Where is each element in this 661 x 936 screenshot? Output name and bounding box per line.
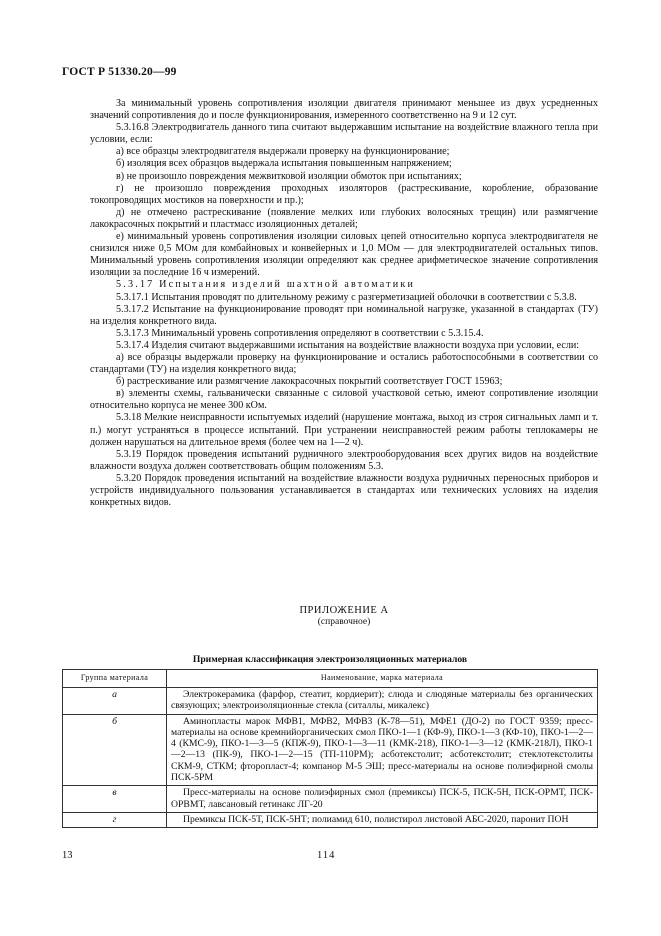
table-header-row: [63, 670, 598, 688]
table-row: [63, 786, 598, 813]
table-row: [63, 714, 598, 786]
material-cell: [167, 812, 598, 827]
material-cell: [167, 786, 598, 813]
material-cell: [167, 688, 598, 715]
paragraph: д) не отмечено растрескивание (появление мелких или глубоких волосяных трещин) или размягчение лакокрасочных покрытий и пластмасс изоляционных деталей;: [90, 206, 598, 230]
material-cell: [167, 714, 598, 786]
paragraph: 5.3.17.4 Изделия считают выдержавшими испытания на воздействие влажности воздуха при условии, если:: [116, 339, 580, 351]
material-text: Электрокерамика (фарфор, стеатит, кордиерит); слюда и слюдяные материалы без органических связующих; электроизоляционные стекла (ситаллы, микалекс): [171, 689, 593, 712]
group-cell: б: [63, 714, 167, 786]
paragraph: г) не произошло повреждения проходных изоляторов (растрескивание, коробление, образование токопроводящих мостиков на поверхности и пр.);: [90, 182, 598, 206]
paragraph: 5.3.18 Мелкие неисправности испытуемых изделий (нарушение монтажа, выход из строя сигнальных ламп и т. п.) могут устраняться в процессе испытаний. При устранении неисправностей режим работы теплокамеры не должен нарушаться на длительное время (более чем на 1—2 ч).: [90, 412, 598, 448]
appendix-heading: [90, 605, 598, 627]
table-row: [63, 812, 598, 827]
group-cell: в: [63, 786, 167, 813]
paragraph: б) изоляция всех образцов выдержала испытания повышенным напряжением;: [116, 158, 452, 170]
table-row: [63, 688, 598, 715]
paragraph: 5.3.17.2 Испытание на функционирование проводят при номинальной нагрузке, указанной в стандартах (ТУ) на изделия конкретного вида.: [90, 303, 598, 327]
body-text: [90, 98, 598, 509]
table-caption: Примерная классификация электроизоляционных материалов: [192, 654, 468, 665]
paragraph: а) все образцы электродвигателя выдержали проверку на функционирование;: [116, 146, 450, 158]
material-text: Пресс-материалы на основе полиэфирных смол (премиксы) ПСК-5, ПСК-5Н, ПСК-ОРМТ, ПСК-ОРВМТ, лавсановый гетинакс ЛГ-20: [171, 787, 593, 810]
page-number-left: 13: [62, 850, 73, 861]
material-text: Премиксы ПСК-5Т, ПСК-5НТ; полиамид 610, полистирол листовой АБС-2020, паронит ПОН: [183, 813, 569, 825]
paragraph: а) все образцы выдержали проверку на функционирование и остались работоспособными в соответствии со стандартами (ТУ) на изделия конкретного вида;: [90, 351, 598, 376]
appendix-subtitle: (справочное): [317, 617, 371, 627]
paragraph: 5.3.20 Порядок проведения испытаний на воздействие влажности воздуха рудничных переносных приборов и устройств индивидуального пользования устанавливается в стандартах или технических условиях на изделия конкретных видов.: [90, 472, 598, 509]
paragraph: 5.3.19 Порядок проведения испытаний рудничного электрооборудования всех других видов на воздействие влажности воздуха должен соответствовать общим положениям 5.3.: [90, 448, 598, 472]
paragraph: 5.3.17.3 Минимальный уровень сопротивления определяют в соответствии с 5.3.15.4.: [116, 327, 484, 339]
group-cell: г: [63, 812, 167, 827]
paragraph: б) растрескивание или размягчение лакокрасочных покрытий соответствует ГОСТ 15963;: [116, 376, 503, 388]
column-header-name: Наименование, марка материала: [167, 670, 598, 688]
paragraph: 5.3.17.1 Испытания проводят по длительному режиму с разгерметизацией оболочки в соответствии с 5.3.8.: [116, 291, 577, 303]
page-number-center: 114: [317, 850, 336, 861]
column-header-group: Группа материала: [63, 670, 167, 688]
paragraph: в) не произошло повреждения межвитковой изоляции обмоток при испытаниях;: [116, 170, 462, 182]
group-cell: а: [63, 688, 167, 715]
paragraph: 5.3.16.8 Электродвигатель данного типа считают выдержавшим испытание на воздействие влажного тепла при условии, если:: [90, 122, 598, 146]
materials-table: [62, 669, 598, 828]
appendix-title: ПРИЛОЖЕНИЕ А: [299, 605, 389, 616]
section-heading: 5.3.17 Испытания изделий шахтной автоматики: [116, 279, 416, 291]
material-text: Аминопласты марок МФВ1, МФВ2, МФВ3 (К-78—51), МФЕ1 (ДО-2) по ГОСТ 9359; пресс-материалы на основе кремнийорганических смол ПКО-1—1 (КФ-9), ПКО-1—3 (КФ-10), ПКО-1—2—4 (КМС-9), ПКО-1—3—5 (КПЖ-9), ПКО-1—3—11 (КМК-218), ПКО-1—3—12 (КМК-218Л), ПКО-1—2—13 (ПК-9), ПКО-1—2—15 (ТП-110РМ); асботекстолит; асботекстолит; стеклотекстолиты СКМ-9, СТКМ; фторопласт-4; компанор М-5 ЭШ; пресс-материалы на основе полиэфирной смолы ПСК-5РМ: [171, 715, 593, 784]
paragraph: За минимальный уровень сопротивления изоляции двигателя принимают меньшее из двух усредненных значений сопротивления до и после функционирования, измеренного соответственно на 9 и 12 сут.: [90, 98, 598, 122]
standard-header: ГОСТ Р 51330.20—99: [62, 66, 177, 78]
paragraph: е) минимальный уровень сопротивления изоляции силовых цепей относительно корпуса электродвигателя не снизился ниже 0,5 МОм для комбайновых и конвейерных и 1,0 МОм — для электродвигателей остальных типов. Минимальный уровень сопротивления изоляции определяют как среднее арифметическое значение сопротивления изоляции за последние 16 ч измерений.: [90, 231, 598, 279]
paragraph: в) элементы схемы, гальванически связанные с силовой участковой сетью, имеют сопротивление изоляции относительно корпуса не менее 300 кОм.: [90, 388, 598, 412]
